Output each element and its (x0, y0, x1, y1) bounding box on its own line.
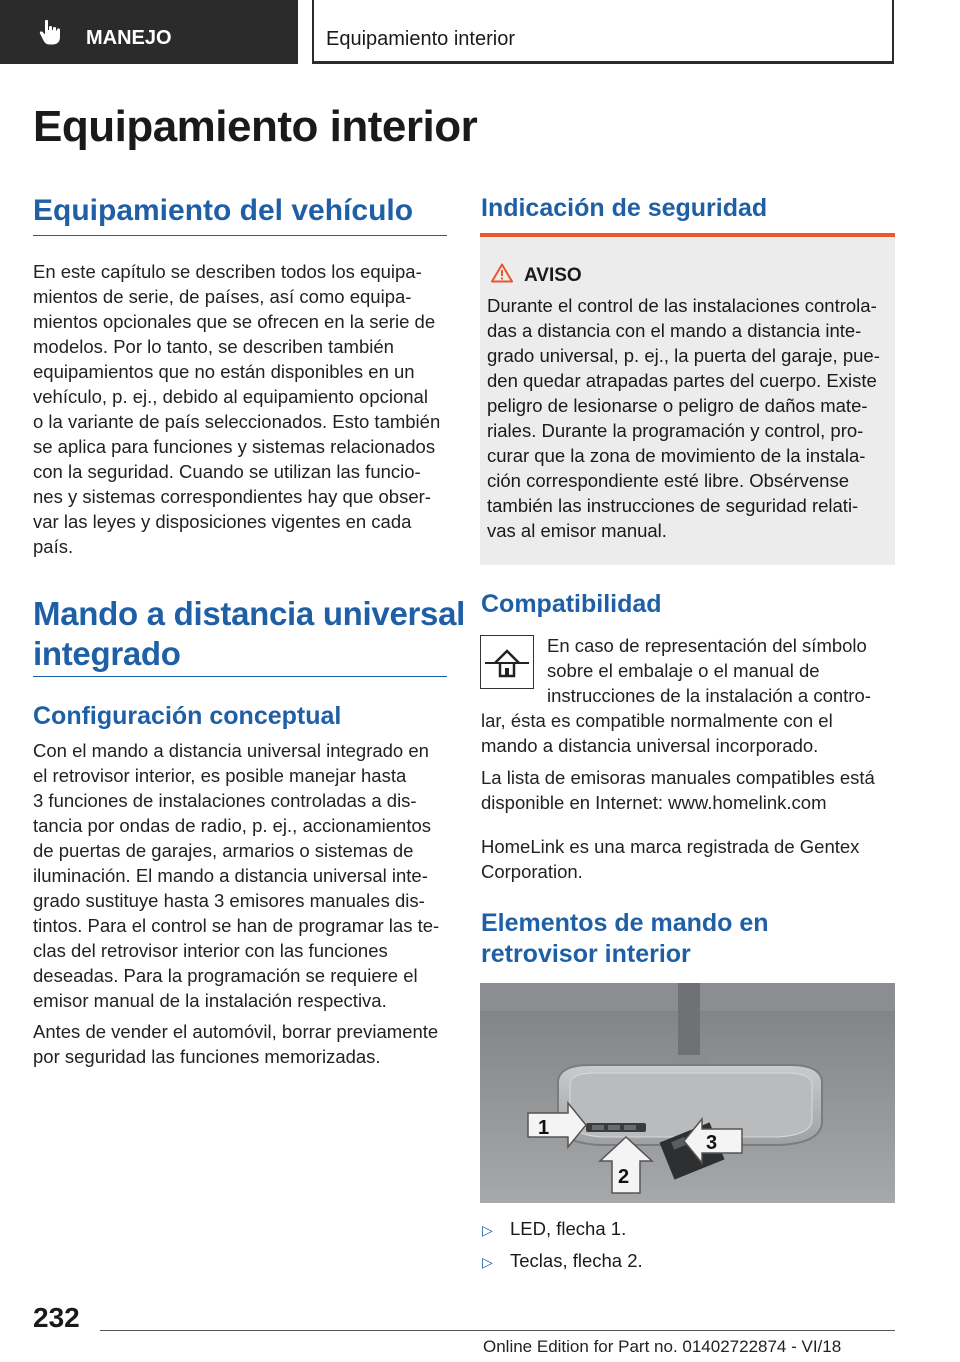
subsection-title-concept: Configuración conceptual (33, 702, 342, 730)
text-line: grado universal, p. ej., la puerta del garaje, pue- (487, 345, 880, 366)
warning-triangle-icon (491, 263, 513, 283)
text-line: Con el mando a distancia universal integrado en (33, 740, 429, 761)
text-line: deseadas. Para la programación se requiere el (33, 965, 418, 986)
text-line: lar, ésta es compatible normalmente con el (481, 710, 833, 731)
text-line: mientos de serie, de países, así como equipa- (33, 286, 412, 307)
mirror-mount (678, 983, 700, 1063)
page-title: Equipamiento interior (33, 102, 478, 151)
text-line: instrucciones de la instalación a contro- (547, 685, 871, 706)
text-line: En caso de representación del símbolo (547, 635, 867, 656)
text-line: Corporation. (481, 861, 583, 882)
paragraph-sell-notice (33, 1019, 453, 1069)
section-title-universal-remote (33, 594, 465, 674)
text-line: tancia por ondas de radio, p. ej., accionamientos (33, 815, 431, 836)
section-title-safety: Indicación de seguridad (481, 194, 768, 222)
house-arrow-icon (481, 636, 533, 688)
text-line: vas al emisor manual. (487, 520, 667, 541)
text-line: se aplica para funciones y sistemas relacionados (33, 436, 436, 457)
warning-box (480, 233, 895, 565)
hand-pointer-icon (36, 18, 64, 46)
text-line: vehículo, p. ej., debido al equipamiento opcional (33, 386, 428, 407)
section-rule (33, 676, 447, 677)
header-chapter-tab[interactable] (312, 0, 894, 64)
text-line: emisor manual de la instalación respectiva. (33, 990, 387, 1011)
text-line: disponible en Internet: www.homelink.com (481, 792, 827, 813)
text-line: nes y sistemas correspondientes hay que obser- (33, 486, 431, 507)
text-line: sobre el embalaje o el manual de (547, 660, 820, 681)
title-line: integrado (33, 635, 181, 672)
list-item-text: LED, flecha 1. (510, 1218, 627, 1239)
title-line: Elementos de mando en (481, 909, 769, 937)
rearview-mirror-photo (480, 983, 895, 1203)
section-title-controls (481, 908, 769, 970)
paragraph-compat-list (481, 765, 901, 815)
text-line: iluminación. El mando a distancia universal inte- (33, 865, 428, 886)
text-line: clas del retrovisor interior con las funciones (33, 940, 388, 961)
section-rule (33, 235, 447, 236)
text-line: Antes de vender el automóvil, borrar previamente (33, 1021, 439, 1042)
text-line: curar que la zona de movimiento de la instala- (487, 445, 866, 466)
bullet-triangle-icon: ▷ (482, 1222, 493, 1238)
warning-text (487, 293, 891, 543)
header-section-tab[interactable] (0, 0, 298, 64)
text-line: el retrovisor interior, es posible manejar hasta (33, 765, 407, 786)
text-line: país. (33, 536, 74, 557)
text-line: peligro de lesionarse o peligro de daños mate- (487, 395, 868, 416)
section-title-compatibility: Compatibilidad (481, 590, 662, 618)
text-line: Durante el control de las instalaciones controla- (487, 295, 877, 316)
text-line: HomeLink es una marca registrada de Gentex (481, 836, 860, 857)
bullet-triangle-icon: ▷ (482, 1254, 493, 1270)
text-line: de puertas de garajes, armarios o sistemas de (33, 840, 414, 861)
header-chapter-label: Equipamiento interior (326, 28, 515, 50)
text-line: ción correspondiente esté libre. Obsérvense (487, 470, 849, 491)
text-line: var las leyes y disposiciones vigentes en cada (33, 511, 412, 532)
arrow-label-3: 3 (706, 1132, 718, 1154)
section-title-equipment: Equipamiento del vehículo (33, 194, 414, 227)
paragraph-compat-a (547, 633, 897, 708)
text-line: mientos opcionales que se ofrecen en la serie de (33, 311, 436, 332)
text-line: mando a distancia universal incorporado. (481, 735, 819, 756)
title-line: retrovisor interior (481, 940, 691, 968)
text-line: riales. Durante la programación y control, pro- (487, 420, 864, 441)
paragraph-concept (33, 738, 453, 1013)
mirror-illustration (480, 983, 895, 1203)
text-line: con la seguridad. Cuando se utilizan las funcio- (33, 461, 421, 482)
arrow-label-2: 2 (618, 1166, 630, 1188)
text-line: den quedar atrapadas partes del cuerpo. Existe (487, 370, 877, 391)
paragraph-equipment (33, 259, 453, 559)
text-line: En este capítulo se describen todos los equipa- (33, 261, 422, 282)
title-line: Mando a distancia universal (33, 595, 466, 632)
page-number: 232 (33, 1302, 80, 1333)
footer-rule (100, 1330, 895, 1331)
warning-label: AVISO (524, 265, 582, 286)
text-line: tintos. Para el control se han de programar las te- (33, 915, 440, 936)
footer-edition: Online Edition for Part no. 01402722874 - VI/18 (483, 1337, 842, 1356)
list-item (482, 1218, 626, 1240)
list-item (482, 1250, 643, 1272)
text-line: por seguridad las funciones memorizadas. (33, 1046, 381, 1067)
text-line: o la variante de país seleccionados. Esto también (33, 411, 441, 432)
paragraph-compat-b (481, 708, 901, 758)
homelink-compatibility-symbol (480, 635, 534, 689)
text-line: das a distancia con el mando a distancia inte- (487, 320, 862, 341)
text-line: 3 funciones de instalaciones controladas a dis- (33, 790, 417, 811)
paragraph-trademark (481, 834, 901, 884)
text-line: La lista de emisoras manuales compatibles está (481, 767, 875, 788)
text-line: modelos. Por lo tanto, se describen también (33, 336, 394, 357)
text-line: también las instrucciones de seguridad relati- (487, 495, 859, 516)
list-item-text: Teclas, flecha 2. (510, 1250, 643, 1271)
arrow-label-1: 1 (538, 1117, 550, 1139)
text-line: grado sustituye hasta 3 emisores manuales dis- (33, 890, 425, 911)
text-line: equipamientos que no están disponibles en un (33, 361, 415, 382)
header-section-label: MANEJO (86, 27, 172, 49)
